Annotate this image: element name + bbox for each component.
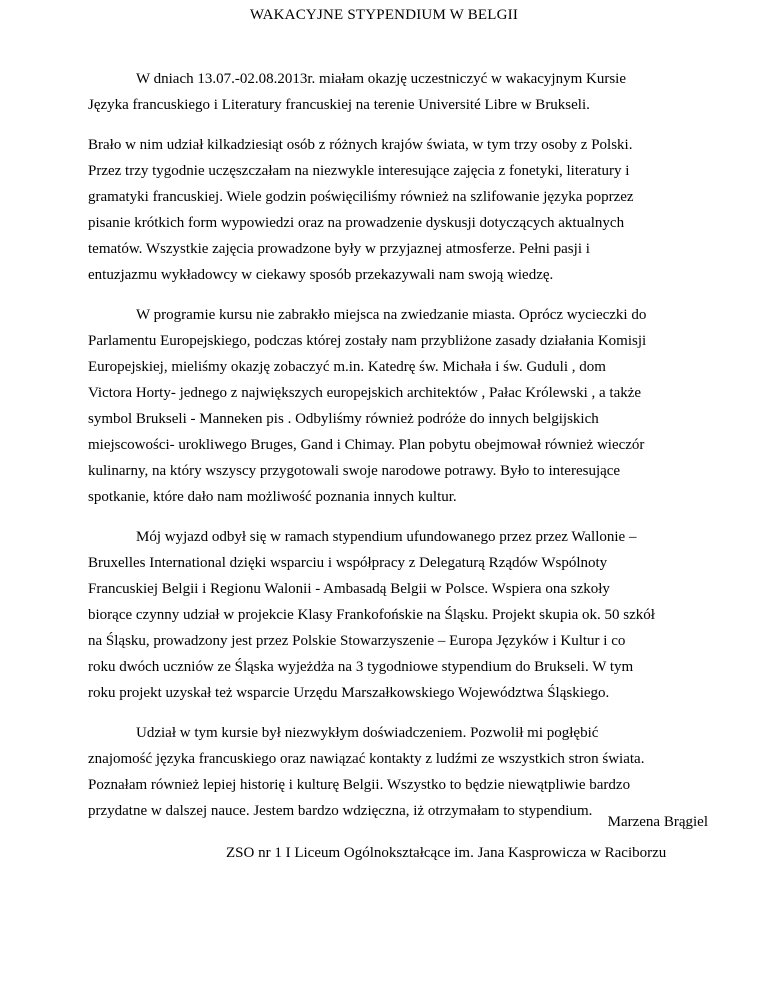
text-line: entuzjazmu wykładowcy w ciekawy sposób przekazywali nam swoją wiedzę.: [88, 267, 554, 283]
text-line: Bruxelles International dzięki wsparciu i współpracy z Delegaturą Rządów Wspólnoty: [88, 555, 608, 571]
text-line: roku projekt uzyskał też wsparcie Urzędu Marszałkowskiego Województwa Śląskiego.: [88, 685, 610, 701]
text-line: na Śląsku, prowadzony jest przez Polskie Stowarzyszenie – Europa Języków i Kultur i co: [88, 633, 626, 649]
text-line: Udział w tym kursie był niezwykłym doświadczeniem. Pozwolił mi pogłębić: [136, 725, 599, 741]
text-line: tematów. Wszystkie zajęcia prowadzone były w przyjaznej atmosferze. Pełni pasji i: [88, 241, 590, 257]
text-line: spotkanie, które dało nam możliwość poznania innych kultur.: [88, 489, 457, 505]
text-line: Europejskiej, mieliśmy okazję zobaczyć m.in. Katedrę św. Michała i św. Guduli , dom: [88, 359, 606, 375]
text-line: Języka francuskiego i Literatury francuskiej na terenie Université Libre w Brukseli.: [88, 97, 590, 113]
text-line: miejscowości- urokliwego Bruges, Gand i Chimay. Plan pobytu obejmował również wieczór: [88, 437, 645, 453]
text-line: Brało w nim udział kilkadziesiąt osób z różnych krajów świata, w tym trzy osoby z Polski.: [88, 137, 633, 153]
text-line: gramatyki francuskiej. Wiele godzin poświęciliśmy również na szlifowanie języka poprzez: [88, 189, 634, 205]
text-line: biorące czynny udział w projekcie Klasy Frankofońskie na Śląsku. Projekt skupia ok. 50 szkół: [88, 607, 655, 623]
text-line: przydatne w dalszej nauce. Jestem bardzo wdzięczna, iż otrzymałam to stypendium.: [88, 803, 593, 819]
text-line: znajomość języka francuskiego oraz nawiązać kontakty z ludźmi ze wszystkich stron świata.: [88, 751, 645, 767]
text-line: pisanie krótkich form wypowiedzi oraz na prowadzenie dyskusji dotyczących aktualnych: [88, 215, 625, 231]
paragraph-4: [88, 524, 708, 706]
paragraph-5: [88, 720, 708, 824]
text-line: W programie kursu nie zabrakło miejsca na zwiedzanie miasta. Oprócz wycieczki do: [136, 307, 647, 323]
document-title: WAKACYJNE STYPENDIUM W BELGII: [249, 7, 519, 23]
author-signature: Marzena Brągiel: [607, 814, 708, 830]
paragraph-1: [88, 66, 708, 118]
text-line: symbol Brukseli - Manneken pis . Odbyliśmy również podróże do innych belgijskich: [88, 411, 599, 427]
text-line: Mój wyjazd odbył się w ramach stypendium ufundowanego przez przez Wallonie –: [136, 529, 637, 545]
school-name: ZSO nr 1 I Liceum Ogólnokształcące im. Jana Kasprowicza w Raciborzu: [226, 845, 667, 861]
text-line: Francuskiej Belgii i Regionu Walonii - Ambasadą Belgii w Polsce. Wspiera ona szkoły: [88, 581, 610, 597]
paragraph-3: [88, 302, 708, 510]
text-line: Przez trzy tygodnie uczęszczałam na niezwykle interesujące zajęcia z fonetyki, literatury i: [88, 163, 630, 179]
text-line: Parlamentu Europejskiego, podczas której zostały nam przybliżone zasady działania Komisji: [88, 333, 647, 349]
text-line: W dniach 13.07.-02.08.2013r. miałam okazję uczestniczyć w wakacyjnym Kursie: [136, 71, 626, 87]
text-line: kulinarny, na który wszyscy przygotowali swoje narodowe potrawy. Było to interesujące: [88, 463, 621, 479]
document-body: [88, 66, 708, 838]
text-line: Victora Horty- jednego z największych europejskich architektów , Pałac Królewski , a także: [88, 385, 642, 401]
text-line: roku dwóch uczniów ze Śląska wyjeżdża na 3 tygodniowe stypendium do Brukseli. W tym: [88, 659, 634, 675]
paragraph-2: [88, 132, 708, 288]
text-line: Poznałam również lepiej historię i kulturę Belgii. Wszystko to będzie niewątpliwie bardzo: [88, 777, 631, 793]
